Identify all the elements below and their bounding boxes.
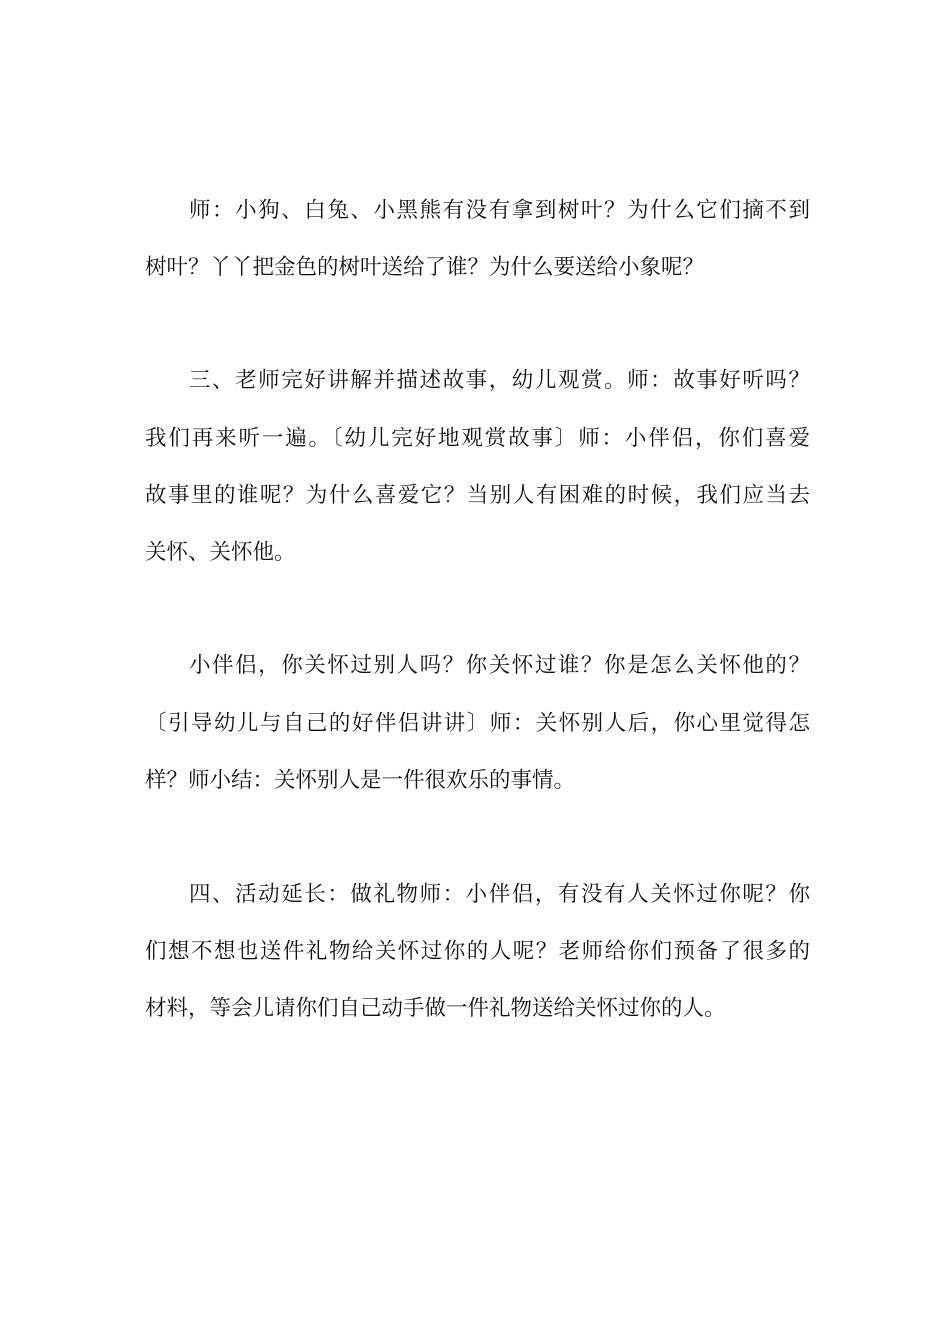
paragraph-line: 树叶？丫丫把金色的树叶送给了谁？为什么要送给小象呢？ — [145, 255, 705, 280]
paragraph-line: 样？师小结：关怀别人是一件很欢乐的事情。 — [145, 768, 576, 793]
paragraph-line: 〔引导幼儿与自己的好伴侣讲讲〕师：关怀别人后，你心里觉得怎 — [145, 711, 810, 736]
paragraph-line: 故事里的谁呢？为什么喜爱它？当别人有困难的时候，我们应当去 — [145, 483, 810, 508]
paragraph-line: 关怀、关怀他。 — [145, 540, 296, 565]
paragraph-line: 们想不想也送件礼物给关怀过你的人呢？老师给你们预备了很多的 — [145, 939, 810, 964]
paragraph-line: 材料，等会儿请你们自己动手做一件礼物送给关怀过你的人。 — [145, 996, 726, 1021]
paragraph-line: 三、老师完好讲解并描述故事，幼儿观赏。师：故事好听吗？ — [189, 368, 810, 393]
paragraph-line: 我们再来听一遍。〔幼儿完好地观赏故事〕师：小伴侣，你们喜爱 — [145, 426, 810, 451]
paragraph-line: 四、活动延长：做礼物师：小伴侣，有没有人关怀过你呢？你 — [189, 882, 810, 907]
paragraph-line: 师：小狗、白兔、小黑熊有没有拿到树叶？为什么它们摘不到 — [189, 198, 810, 223]
paragraph-line: 小伴侣，你关怀过别人吗？你关怀过谁？你是怎么关怀他的？ — [189, 653, 810, 678]
